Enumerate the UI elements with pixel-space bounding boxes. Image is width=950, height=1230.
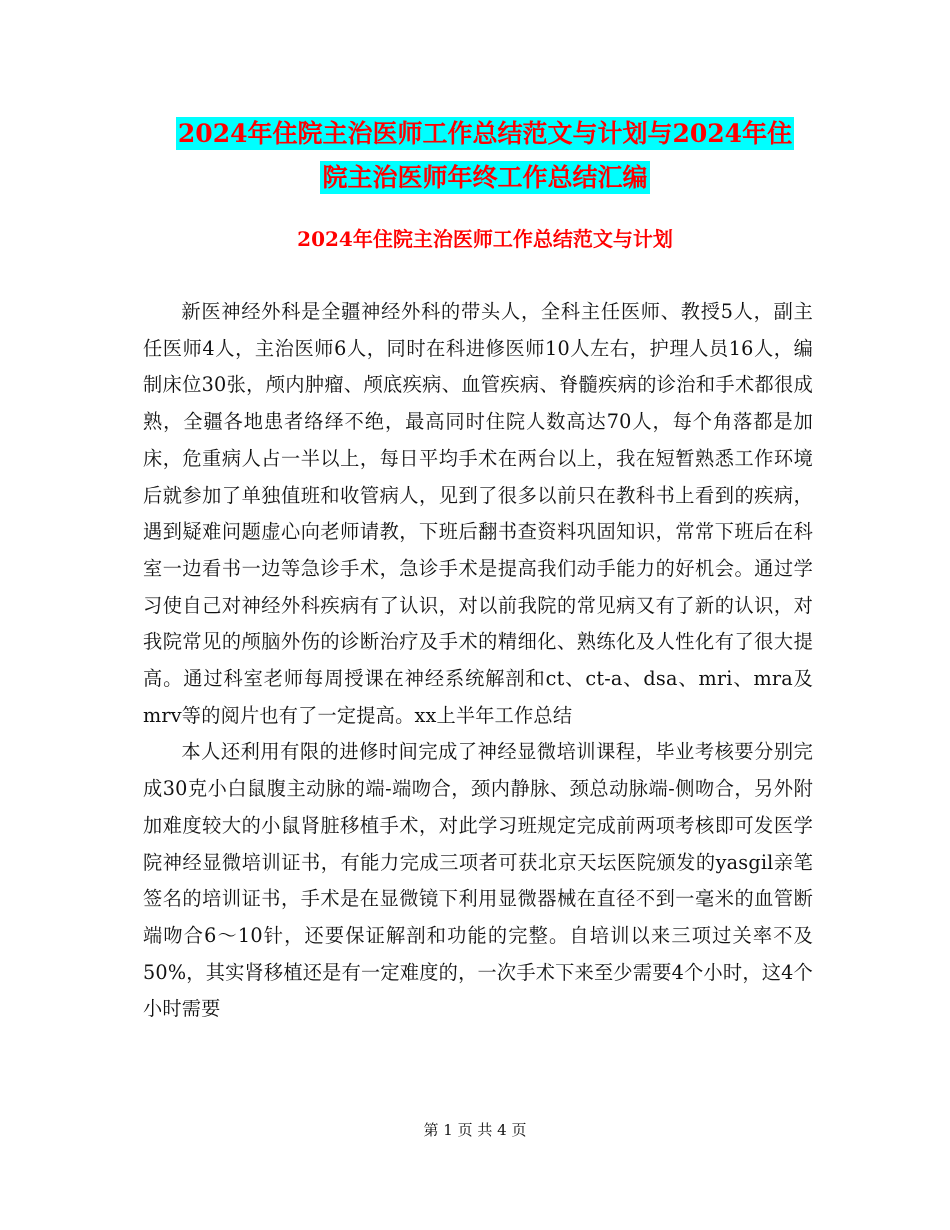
paragraph-2: 本人还利用有限的进修时间完成了神经显微培训课程，毕业考核要分别完成30克小白鼠腹主动脉的端-端吻合，颈内静脉、颈总动脉端-侧吻合，另外附加难度较大的小鼠肾脏移植手术，对此学习班规定完成前两项考核即可发医学院神经显微培训证书，有能力完成三项者可获北京天坛医院颁发的yasgil亲笔签名的培训证书，手术是在显微镜下利用显微器械在直径不到一毫米的血管断端吻合6～10针，还要保证解剖和功能的完整。自培训以来三项过关率不及50%，其实肾移植还是有一定难度的，一次手术下来至少需要4个小时，这4个小时需要 [143, 740, 813, 1021]
page-footer: 第 1 页 共 4 页 [423, 1121, 527, 1139]
section-title: 2024年住院主治医师工作总结范文与计划 [297, 227, 673, 251]
title-line-2: 院主治医师年终工作总结汇编 [322, 163, 648, 192]
title-line-1: 2024年住院主治医师工作总结范文与计划与2024年住 [177, 119, 793, 148]
body-text [143, 294, 813, 1028]
paragraph-1: 新医神经外科是全疆神经外科的带头人，全科主任医师、教授5人，副主任医师4人，主治医师6人，同时在科进修医师10人左右，护理人员16人，编制床位30张，颅内肿瘤、颅底疾病、血管疾病、脊髓疾病的诊治和手术都很成熟，全疆各地患者络绎不绝，最高同时住院人数高达70人，每个角落都是加床，危重病人占一半以上，每日平均手术在两台以上，我在短暂熟悉工作环境后就参加了单独值班和收管病人，见到了很多以前只在教科书上看到的疾病，遇到疑难问题虚心向老师请教，下班后翻书查资料巩固知识，常常下班后在科室一边看书一边等急诊手术，急诊手术是提高我们动手能力的好机会。通过学习使自己对神经外科疾病有了认识，对以前我院的常见病又有了新的认识，对我院常见的颅脑外伤的诊断治疗及手术的精细化、熟练化及人性化有了很大提高。通过科室老师每周授课在神经系统解剖和ct、ct-a、dsa、mri、mra及mrv等的阅片也有了一定提高。xx上半年工作总结 [143, 300, 813, 727]
document-title [140, 112, 830, 200]
